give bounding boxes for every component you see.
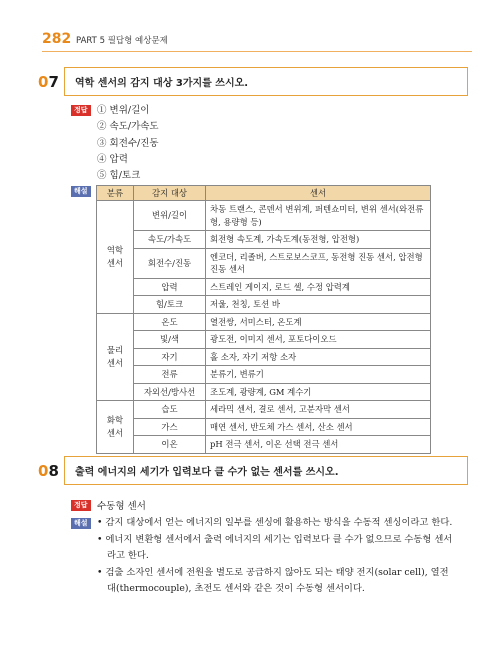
sensor-cell: 스트레인 게이지, 로드 셀, 수정 압력계 <box>206 278 431 296</box>
target-cell: 압력 <box>134 278 206 296</box>
category-cell: 물리 센서 <box>97 313 134 401</box>
table-row <box>97 366 431 384</box>
page-number: 282 <box>42 31 72 47</box>
explanation-badge-8: 해설 <box>71 518 91 529</box>
target-cell: 힘/토크 <box>134 296 206 314</box>
table-row <box>97 296 431 314</box>
table-row <box>97 348 431 366</box>
column-header: 감지 대상 <box>134 186 206 201</box>
explanation-badge-7: 해설 <box>71 186 91 197</box>
target-cell: 회전수/진동 <box>134 248 206 278</box>
sensor-cell: 광도전, 이미지 센서, 포토다이오드 <box>206 331 431 349</box>
question-8-box <box>64 456 468 485</box>
answer-item: ① 변위/길이 <box>97 105 150 116</box>
table-row <box>97 201 431 231</box>
target-cell: 자외선/방사선 <box>134 383 206 401</box>
answer-item: ⑤ 힘/토크 <box>97 170 141 182</box>
answer-list-7 <box>97 103 159 184</box>
answer-item: ③ 회전수/진동 <box>97 137 159 149</box>
sensor-cell: 조도계, 광량계, GM 계수기 <box>206 383 431 401</box>
sensor-cell: 열전쌍, 서미스터, 온도계 <box>206 313 431 331</box>
target-cell: 속도/가속도 <box>134 231 206 249</box>
explanation-item: • 감지 대상에서 얻는 에너지의 일부를 센싱에 활용하는 방식을 수동적 센싱이라고 한다. <box>97 517 453 528</box>
answer-item: ④ 압력 <box>97 153 128 165</box>
page-header <box>42 31 462 51</box>
sensor-cell: 회전형 속도계, 가속도계(동전형, 압전형) <box>206 231 431 249</box>
sensor-cell: 저울, 천칭, 토션 바 <box>206 296 431 314</box>
column-header: 분류 <box>97 186 134 201</box>
explanation-8 <box>97 515 457 598</box>
question-8-number: 08 <box>38 462 59 480</box>
sensor-cell: 분류기, 변류기 <box>206 366 431 384</box>
table-row <box>97 248 431 278</box>
answer-8: 수동형 센서 <box>97 501 146 512</box>
target-cell: 가스 <box>134 418 206 436</box>
category-cell: 역학 센서 <box>97 201 134 314</box>
question-8-text: 출력 에너지의 세기가 입력보다 클 수가 없는 센서를 쓰시오. <box>75 467 339 478</box>
answer-item: ② 속도/가속도 <box>97 121 159 133</box>
table-row <box>97 418 431 436</box>
answer-badge-7: 정답 <box>71 105 91 116</box>
sensor-cell: 세라믹 센서, 결로 센서, 고분자막 센서 <box>206 401 431 419</box>
question-7-box <box>64 67 468 96</box>
target-cell: 온도 <box>134 313 206 331</box>
table-row <box>97 331 431 349</box>
sensor-cell: 매연 센서, 반도체 가스 센서, 산소 센서 <box>206 418 431 436</box>
sensor-cell: 홀 소자, 자기 저항 소자 <box>206 348 431 366</box>
answer-badge-8: 정답 <box>71 500 91 511</box>
sensor-cell: pH 전극 센서, 이온 선택 전극 센서 <box>206 436 431 454</box>
table-header-row <box>97 186 431 201</box>
part-label: PART 5 필답형 예상문제 <box>76 36 168 46</box>
table-row <box>97 231 431 249</box>
target-cell: 빛/색 <box>134 331 206 349</box>
question-7-text: 역학 센서의 감지 대상 3가지를 쓰시오. <box>75 78 249 89</box>
header-rule <box>42 51 472 52</box>
sensor-cell: 차동 트랜스, 콘덴서 변위계, 퍼텐쇼미터, 변위 센서(와전류형, 용량형 등) <box>206 201 431 231</box>
table-row <box>97 436 431 454</box>
explanation-item: • 에너지 변환형 센서에서 출력 에너지의 세기는 입력보다 클 수가 없으므로 수동형 센서라고 한다. <box>97 533 453 561</box>
target-cell: 습도 <box>134 401 206 419</box>
table-row <box>97 383 431 401</box>
sensor-cell: 엔코더, 리졸버, 스트로보스코프, 동전형 진동 센서, 압전형 진동 센서 <box>206 248 431 278</box>
table-row <box>97 278 431 296</box>
table-row <box>97 313 431 331</box>
table-row <box>97 401 431 419</box>
question-7-number: 07 <box>38 73 59 91</box>
target-cell: 이온 <box>134 436 206 454</box>
target-cell: 변위/길이 <box>134 201 206 231</box>
sensor-table <box>96 185 431 454</box>
target-cell: 전류 <box>134 366 206 384</box>
target-cell: 자기 <box>134 348 206 366</box>
explanation-item: • 검출 소자인 센서에 전원을 별도로 공급하지 않아도 되는 태양 전지(solar cell), 열전대(thermocouple), 초전도 센서와 같은 것이 수동형 센서이다. <box>97 566 449 594</box>
category-cell: 화학 센서 <box>97 401 134 454</box>
column-header: 센서 <box>206 186 431 201</box>
